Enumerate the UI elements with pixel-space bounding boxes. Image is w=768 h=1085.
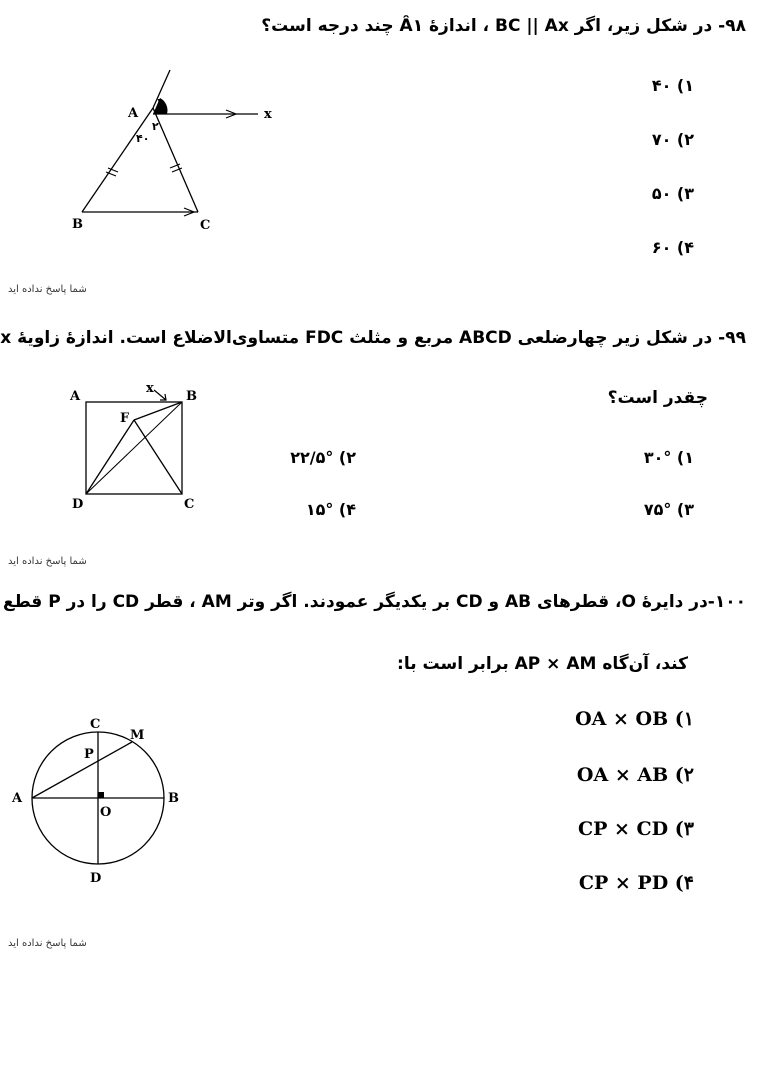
q99-title: ۹۹- در شکل زیر چهارضلعی ABCD مربع و مثلث FDC متساوی‌الاضلاع است. اندازهٔ زاویهٔ x — [0, 328, 746, 348]
q100-option-1[interactable]: ۱) OA × OB — [575, 708, 694, 730]
q100-label-P: P — [84, 747, 94, 762]
q98-label-B: B — [72, 217, 83, 232]
q98-option-1[interactable]: ۱) ۴۰ — [651, 76, 694, 95]
q99-status: شما پاسخ نداده اید — [8, 556, 87, 567]
q99-subtitle: چقدر است؟ — [607, 388, 708, 408]
q100-option-3[interactable]: ۳) CP × CD — [578, 818, 694, 840]
q100-option-4[interactable]: ۴) CP × PD — [578, 872, 694, 894]
q98-label-angle1: ۱ — [156, 96, 163, 109]
q99-label-x: x — [146, 381, 154, 396]
q98-option-4[interactable]: ۴) ۶۰ — [651, 238, 694, 257]
q99-option-3[interactable]: ۳) ۷۵° — [643, 500, 694, 519]
q100-label-D: D — [90, 871, 102, 886]
q98-label-x: x — [264, 107, 272, 122]
q98-status: شما پاسخ نداده اید — [8, 284, 87, 295]
q100-label-B: B — [168, 791, 179, 806]
q100-label-A: A — [12, 791, 23, 806]
q98-title: ۹۸- در شکل زیر، اگر BC || Ax ، اندازهٔ Â۱ چند درجه است؟ — [261, 16, 746, 36]
q100-option-2[interactable]: ۲) OA × AB — [576, 764, 694, 786]
q98-label-angle40: ۴۰ — [136, 132, 150, 145]
q98-label-angle2: ۲ — [152, 120, 159, 133]
q100-subtitle: کند، آن‌گاه AP × AM برابر است با: — [397, 654, 688, 674]
q99-label-D: D — [72, 497, 84, 512]
q98-option-2[interactable]: ۲) ۷۰ — [651, 130, 694, 149]
q99-label-F: F — [120, 411, 130, 426]
q99-option-1[interactable]: ۱) ۳۰° — [643, 448, 694, 467]
q100-label-M: M — [130, 728, 145, 743]
q100-figure — [4, 712, 204, 892]
q98-label-A: A — [128, 106, 139, 121]
q99-option-2[interactable]: ۲) ۲۲/۵° — [290, 448, 356, 467]
q98-option-3[interactable]: ۳) ۵۰ — [651, 184, 694, 203]
q99-option-4[interactable]: ۴) ۱۵° — [305, 500, 356, 519]
q99-label-B: B — [186, 389, 197, 404]
q99-label-C: C — [184, 497, 195, 512]
q100-label-C: C — [90, 717, 101, 732]
q100-status: شما پاسخ نداده اید — [8, 938, 87, 949]
q98-figure — [60, 62, 300, 242]
q99-label-A: A — [70, 389, 81, 404]
q100-title: ۱۰۰-در دایرهٔ O، قطرهای AB و CD بر یکدیگر عمودند. اگر وتر AM ، قطر CD را در P قطع — [2, 592, 746, 612]
q98-label-C: C — [200, 218, 211, 233]
q100-label-O: O — [100, 805, 112, 820]
q99-figure — [66, 380, 216, 515]
